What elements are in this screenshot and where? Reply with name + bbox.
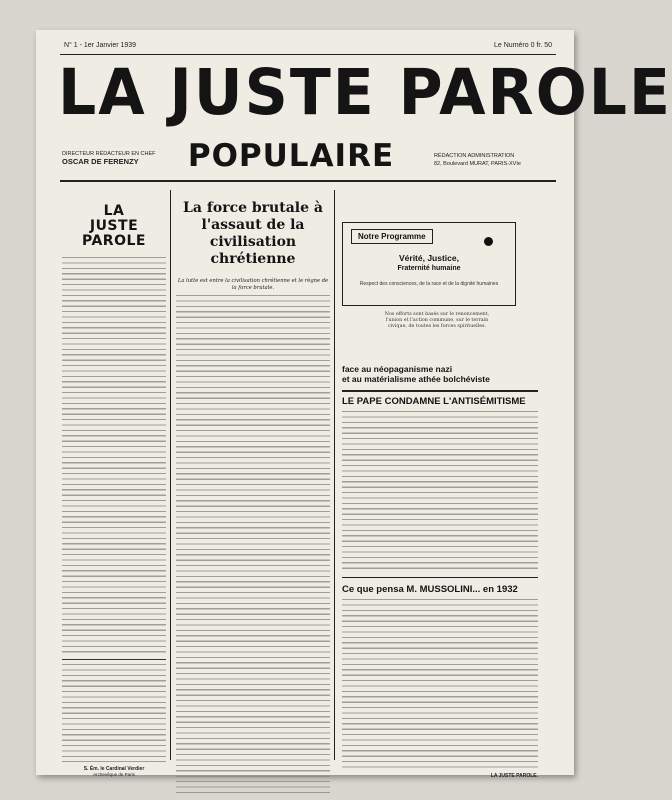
admin-block bbox=[434, 152, 554, 168]
top-rule bbox=[60, 54, 556, 55]
pope-heading: LE PAPE CONDAMNE L'ANTISÉMITISME bbox=[342, 395, 526, 407]
left-signature: S. Ém. le Cardinal Verdier bbox=[83, 766, 145, 772]
banner-2: et au matérialisme athée bolchéviste bbox=[342, 374, 490, 384]
column-divider-1 bbox=[170, 190, 171, 760]
admin-label: RÉDACTION ADMINISTRATION bbox=[434, 153, 515, 159]
left-box-title-1: LA bbox=[103, 203, 125, 219]
mussolini-heading: Ce que pensa M. MUSSOLINI... en 1932 bbox=[342, 584, 518, 595]
main-headline: La force brutale à l'assaut de la civilisation chrétienne bbox=[183, 200, 323, 267]
left-quote-body bbox=[62, 664, 166, 762]
programme-line-2: Fraternité humaine bbox=[397, 265, 461, 272]
admin-address: 82, Boulevard MURAT, PARIS-XVIe bbox=[434, 161, 521, 167]
pope-article-body bbox=[342, 411, 538, 571]
programme-line-3: Respect des consciences, de la race et de la dignité humaines bbox=[359, 281, 499, 287]
main-lead: La lutte est entre la civilisation chrétienne et le règne de la force brutale. bbox=[177, 278, 329, 291]
mussolini-article-body bbox=[342, 599, 538, 769]
director-name: OSCAR DE FERENZY bbox=[62, 157, 139, 166]
issue-price: Le Numéro 0 fr. 50 bbox=[494, 42, 552, 49]
bullet-dot-icon bbox=[484, 237, 493, 246]
masthead-subtitle: POPULAIRE bbox=[187, 138, 395, 174]
newspaper-page bbox=[36, 30, 672, 779]
issue-number-date: N° 1 - 1er Janvier 1939 bbox=[64, 42, 137, 49]
main-article-body bbox=[176, 295, 330, 795]
column-divider-2 bbox=[334, 190, 335, 760]
right-articles bbox=[342, 364, 538, 779]
director-block bbox=[62, 150, 182, 166]
left-box-title-2: JUSTE bbox=[89, 218, 139, 234]
programme-box bbox=[342, 222, 516, 306]
banner-1: face au néopaganisme nazi bbox=[342, 364, 453, 374]
programme-title: Notre Programme bbox=[351, 229, 433, 244]
masthead-title: LA JUSTE PAROLE bbox=[58, 56, 672, 130]
left-signature-role: Archevêque de Paris bbox=[93, 772, 135, 777]
right-signature: LA JUSTE PAROLE. bbox=[490, 773, 538, 779]
left-column-body bbox=[62, 257, 166, 655]
director-label: DIRECTEUR RÉDACTEUR EN CHEF bbox=[62, 151, 156, 157]
issue-line bbox=[64, 42, 552, 52]
left-box-title-3: PAROLE bbox=[82, 233, 146, 249]
left-column bbox=[62, 190, 166, 777]
main-article bbox=[176, 200, 330, 760]
masthead-rule bbox=[60, 180, 556, 182]
programme-note bbox=[382, 312, 492, 356]
programme-note-text: Nos efforts sont basés sur le renoncement, l'union et l'action commune, sur le terrain civique, de toutes les forces spirituelles. bbox=[384, 312, 490, 329]
programme-line-1: Vérité, Justice, bbox=[398, 253, 459, 263]
